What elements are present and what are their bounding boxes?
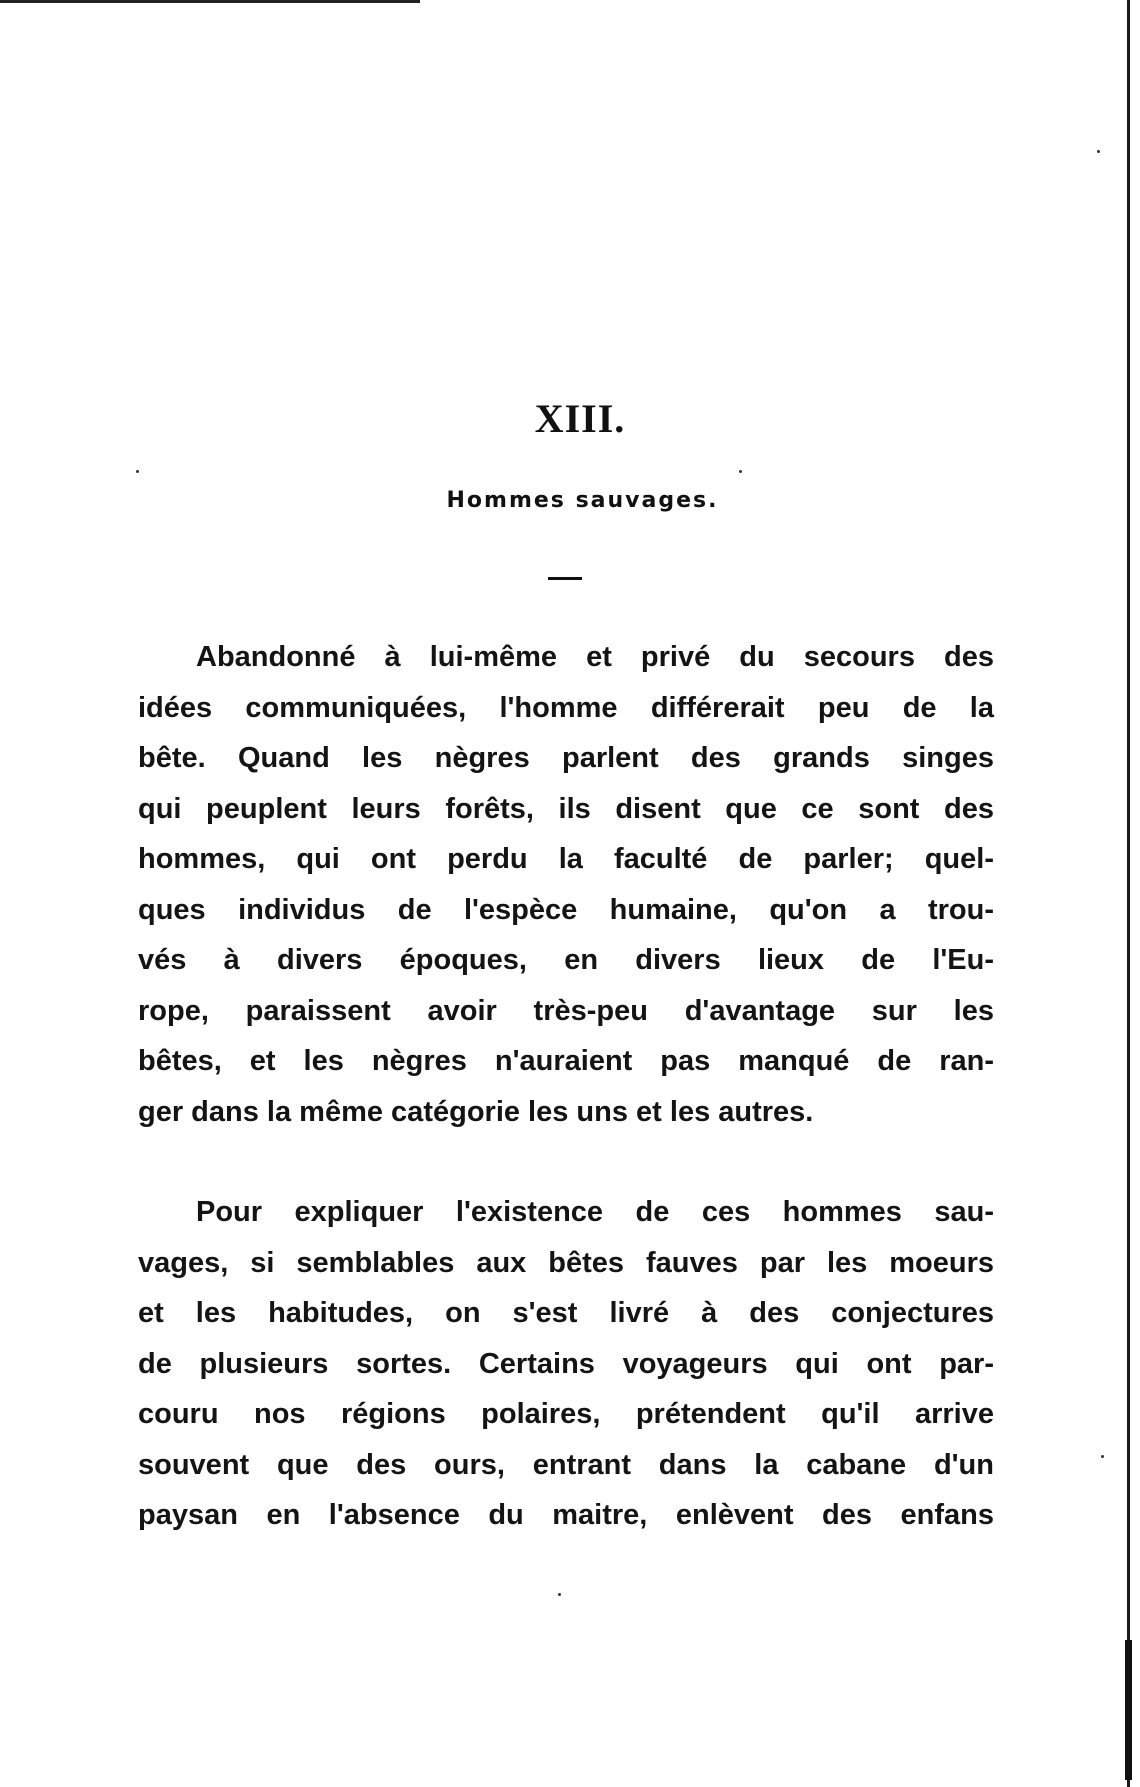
chapter-title: Hommes sauvages. xyxy=(446,488,719,513)
scan-speck xyxy=(1101,1455,1104,1458)
text-line: vés à divers époques, en divers lieux de l'Eu- xyxy=(138,944,994,976)
paragraph-1 xyxy=(138,632,994,1137)
scan-speck xyxy=(1097,150,1100,153)
text-line: couru nos régions polaires, prétendent qu'il arrive xyxy=(138,1398,994,1430)
text-line: hommes, qui ont perdu la faculté de parler; quel- xyxy=(138,843,994,875)
text-line: idées communiquées, l'homme différerait peu de la xyxy=(138,691,994,724)
text-line: vages, si semblables aux bêtes fauves par les moeurs xyxy=(138,1246,994,1279)
scan-right-edge xyxy=(1127,0,1130,1787)
paragraph-2 xyxy=(138,1187,994,1541)
text-line: et les habitudes, on s'est livré à des conjectures xyxy=(138,1297,994,1329)
text-line: rope, paraissent avoir très-peu d'avantage sur les xyxy=(138,994,994,1027)
scan-top-edge xyxy=(0,0,420,3)
text-line: bête. Quand les nègres parlent des grands singes xyxy=(138,742,994,774)
text-line: ques individus de l'espèce humaine, qu'on a trou- xyxy=(138,893,994,926)
text-line: Abandonné à lui-même et privé du secours des xyxy=(196,641,994,673)
text-line: ger dans la même catégorie les uns et les autres. xyxy=(138,1095,814,1128)
scan-right-edge-shadow xyxy=(1125,1640,1132,1780)
scan-speck xyxy=(558,1593,561,1596)
title-separator xyxy=(548,577,582,580)
text-line: Pour expliquer l'existence de ces hommes sau- xyxy=(196,1196,994,1228)
text-line: souvent que des ours, entrant dans la cabane d'un xyxy=(138,1448,994,1481)
scan-speck xyxy=(136,470,139,473)
text-line: qui peuplent leurs forêts, ils disent que ce sont des xyxy=(138,792,994,825)
scan-speck xyxy=(739,470,742,473)
chapter-number: XIII. xyxy=(534,396,626,441)
text-line: de plusieurs sortes. Certains voyageurs qui ont par- xyxy=(138,1347,994,1380)
text-line: bêtes, et les nègres n'auraient pas manqué de ran- xyxy=(138,1045,994,1077)
text-line: paysan en l'absence du maitre, enlèvent des enfans xyxy=(138,1499,994,1531)
